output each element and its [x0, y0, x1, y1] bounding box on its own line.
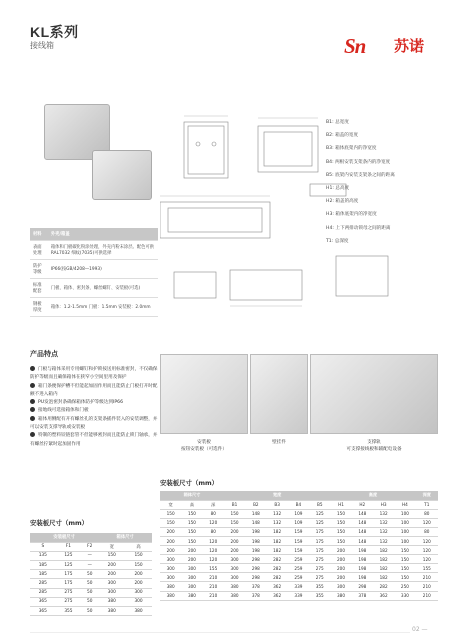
- table-cell: 80: [416, 509, 438, 518]
- table-cell: 150: [394, 564, 415, 573]
- mount-table-right: [160, 491, 438, 601]
- table-cell: 300: [224, 573, 245, 582]
- bullet-icon: [30, 432, 35, 437]
- table-cell: 80: [416, 527, 438, 536]
- table-cell: 148: [352, 509, 373, 518]
- table-cell: 80: [203, 527, 224, 536]
- table-cell: 159: [288, 546, 309, 555]
- table-cell: 200: [160, 527, 181, 536]
- table-cell: 198: [352, 573, 373, 582]
- table-cell: 155: [203, 564, 224, 573]
- table-cell: 148: [352, 518, 373, 527]
- table-cell: 182: [373, 564, 394, 573]
- table-cell: 100: [394, 518, 415, 527]
- table-row: [30, 561, 152, 570]
- table-cell: 198: [245, 546, 266, 555]
- table-cell: 300: [160, 564, 181, 573]
- table-cell: 125: [56, 551, 82, 560]
- wall-bracket-photo: [250, 354, 308, 434]
- table-cell: 300: [98, 579, 125, 588]
- table-cell: 210: [416, 591, 438, 600]
- table-cell: 300: [125, 597, 152, 606]
- spec-header-cell: 外壳/箱盖: [48, 228, 158, 241]
- table-cell: 182: [266, 546, 287, 555]
- table-cell: 200: [125, 579, 152, 588]
- table-cell: 300: [98, 588, 125, 597]
- table-cell: 150: [394, 555, 415, 564]
- table-cell: 355: [309, 591, 330, 600]
- table-row: [160, 582, 438, 591]
- table-cell: 380: [330, 591, 351, 600]
- features-title: 产品特点: [30, 350, 58, 358]
- legend-item: B3: 箱体底架内的净宽度: [326, 146, 377, 152]
- table-cell: 380: [181, 591, 202, 600]
- column-header: F2: [81, 542, 98, 551]
- legend-item: H3: 箱体底架内的净宽度: [326, 212, 377, 218]
- feature-text: 箱体用侧配有开有螺丝孔的支架条插件装入的安装调整，并可以安装支撑导轨或安装板: [30, 416, 158, 431]
- table-cell: 200: [224, 527, 245, 536]
- feature-item: [30, 366, 158, 383]
- spec-table: [30, 228, 158, 317]
- page-title: KL系列: [30, 24, 79, 40]
- page-number: 02 —: [412, 626, 428, 633]
- table-cell: 210: [416, 582, 438, 591]
- group-header-row: [30, 533, 152, 542]
- table-cell: 200: [181, 555, 202, 564]
- brand-mark: Sn: [344, 34, 366, 58]
- table-cell: 159: [288, 536, 309, 545]
- table-cell: 285: [30, 579, 56, 588]
- table-cell: 150: [160, 518, 181, 527]
- support-rail-caption: 支撑轨 可支撑接线板和辅配电设备: [346, 440, 402, 452]
- table-row: [30, 298, 158, 317]
- feature-item: [30, 407, 158, 415]
- legend-item: H4: 上下两排动锁母之间的距离: [326, 225, 391, 231]
- mounting-plate-photo: [160, 354, 248, 434]
- table-cell: 120: [416, 518, 438, 527]
- table-cell: 159: [288, 527, 309, 536]
- table-row: [30, 279, 158, 298]
- table-cell: 132: [373, 509, 394, 518]
- column-header: 高: [181, 500, 202, 509]
- product-photo-small: [92, 150, 152, 200]
- table-cell: 150: [330, 527, 351, 536]
- table-cell: 250: [394, 582, 415, 591]
- table-cell: 200: [330, 546, 351, 555]
- table-row: [160, 573, 438, 582]
- table-cell: 50: [81, 570, 98, 579]
- table-cell: 120: [203, 546, 224, 555]
- table-cell: 210: [203, 573, 224, 582]
- legend-item: B5: 底架内安装支架条之间的距离: [326, 172, 395, 178]
- column-header: B4: [288, 500, 309, 509]
- table-cell: 275: [56, 588, 82, 597]
- table-cell: 150: [160, 509, 181, 518]
- table-cell: 80: [203, 509, 224, 518]
- group-header: 安装板尺寸: [30, 533, 98, 542]
- table-row: [30, 551, 152, 560]
- table-cell: 198: [245, 536, 266, 545]
- feature-item: [30, 416, 158, 433]
- table-cell: 120: [203, 536, 224, 545]
- spec-table-header: [30, 228, 158, 241]
- table-cell: 200: [160, 536, 181, 545]
- table-row: [160, 536, 438, 545]
- table-cell: —: [81, 561, 98, 570]
- column-header: B1: [224, 500, 245, 509]
- table-cell: 150: [394, 573, 415, 582]
- mounting-plate-caption: 安装板 按钮安装板（可选件）: [181, 440, 227, 452]
- table-cell: 150: [330, 518, 351, 527]
- spec-value: 门板、箱体、密封条、螺丝螺钉、安装板(可选): [48, 279, 158, 298]
- spec-label: 表面处理: [30, 241, 48, 260]
- table-cell: 125: [309, 518, 330, 527]
- table-cell: 380: [98, 597, 125, 606]
- page-subtitle: 接线箱: [30, 41, 54, 50]
- table-row: [30, 607, 152, 616]
- table-cell: 298: [245, 555, 266, 564]
- table-cell: 378: [245, 582, 266, 591]
- table-cell: —: [81, 551, 98, 560]
- features-list: [30, 366, 158, 449]
- table-cell: 175: [309, 536, 330, 545]
- table-cell: 120: [203, 555, 224, 564]
- table-row: [30, 579, 152, 588]
- spec-label: 钢板厚度: [30, 298, 48, 317]
- table-row: [160, 546, 438, 555]
- table-cell: 355: [56, 607, 82, 616]
- feature-text: PU发泡密封条确保箱体防护等级达到IP66: [38, 400, 124, 406]
- table-cell: 282: [266, 573, 287, 582]
- table-cell: 378: [245, 591, 266, 600]
- feature-item: [30, 432, 158, 449]
- table-cell: 198: [352, 564, 373, 573]
- table-cell: 282: [266, 555, 287, 564]
- column-header: T1: [416, 500, 438, 509]
- table-cell: 175: [56, 570, 82, 579]
- group-header: 箱体尺寸: [98, 533, 152, 542]
- group-header: 高度: [330, 491, 415, 500]
- table-cell: 150: [394, 546, 415, 555]
- table-row: [30, 260, 158, 279]
- table-cell: 210: [203, 591, 224, 600]
- table-cell: 200: [181, 546, 202, 555]
- table-cell: 150: [125, 551, 152, 560]
- table-cell: 200: [330, 564, 351, 573]
- table-row: [160, 555, 438, 564]
- table-cell: 259: [288, 573, 309, 582]
- table-cell: 300: [160, 555, 181, 564]
- column-header: S: [30, 542, 56, 551]
- table-cell: 120: [416, 546, 438, 555]
- table-cell: 150: [330, 536, 351, 545]
- table-cell: 380: [160, 582, 181, 591]
- table-row: [30, 241, 158, 260]
- column-header: B2: [245, 500, 266, 509]
- table-cell: 298: [352, 582, 373, 591]
- table-cell: 275: [309, 555, 330, 564]
- support-rail-photo: [310, 354, 438, 434]
- table-cell: 125: [309, 509, 330, 518]
- table-cell: 259: [288, 564, 309, 573]
- spec-header-cell: 材料: [30, 228, 48, 241]
- table-cell: 150: [125, 561, 152, 570]
- brand-name: 苏诺: [394, 37, 425, 55]
- mount-table-left: [30, 533, 152, 616]
- table-cell: 282: [266, 564, 287, 573]
- table-cell: 339: [288, 582, 309, 591]
- table-cell: 200: [160, 546, 181, 555]
- mount-table-left-title: 安装板尺寸（mm）: [30, 519, 89, 527]
- table-cell: 132: [373, 536, 394, 545]
- table-row: [160, 591, 438, 600]
- table-cell: 200: [330, 555, 351, 564]
- footer-rule: [30, 632, 410, 633]
- table-cell: 300: [181, 582, 202, 591]
- feature-text: 门板与箱体采用专用螺钉和护锁按送用标准密封，不仅确保防护等级而且确保箱体在狭窄小空间里用及保护: [30, 367, 158, 381]
- column-header-row: [160, 500, 438, 509]
- table-cell: 300: [181, 564, 202, 573]
- table-cell: 100: [394, 509, 415, 518]
- table-cell: 148: [245, 518, 266, 527]
- table-cell: 148: [352, 536, 373, 545]
- table-cell: 150: [181, 518, 202, 527]
- table-cell: 150: [181, 509, 202, 518]
- legend-item: B4: 两根安装支架条内的净宽度: [326, 159, 391, 165]
- column-header: 深: [203, 500, 224, 509]
- column-header: 高: [125, 542, 152, 551]
- table-cell: 365: [30, 597, 56, 606]
- bullet-icon: [30, 383, 35, 388]
- spec-value: 箱体：1.2-1.5mm 门板：1.5mm 安装板：2.0mm: [48, 298, 158, 317]
- table-cell: 150: [224, 518, 245, 527]
- feature-item: [30, 383, 158, 400]
- table-cell: 132: [266, 518, 287, 527]
- table-cell: 300: [125, 588, 152, 597]
- table-cell: 198: [245, 527, 266, 536]
- column-header-row: [30, 542, 152, 551]
- table-cell: 380: [224, 582, 245, 591]
- table-cell: 210: [416, 573, 438, 582]
- group-header: 箱体尺寸: [160, 491, 224, 500]
- table-cell: 132: [373, 518, 394, 527]
- table-cell: 380: [224, 591, 245, 600]
- table-cell: 380: [125, 607, 152, 616]
- table-cell: 362: [266, 582, 287, 591]
- bullet-icon: [30, 366, 35, 371]
- table-cell: 182: [373, 546, 394, 555]
- table-cell: 300: [181, 573, 202, 582]
- table-cell: 125: [56, 561, 82, 570]
- legend-item: B1: 总宽度: [326, 120, 349, 125]
- column-header: H1: [330, 500, 351, 509]
- group-header-row: [160, 491, 438, 500]
- feature-item: [30, 399, 158, 407]
- table-cell: 175: [309, 546, 330, 555]
- column-header: H2: [352, 500, 373, 509]
- table-cell: 198: [352, 555, 373, 564]
- table-cell: 175: [56, 579, 82, 588]
- table-row: [30, 570, 152, 579]
- spec-label: 防护等级: [30, 260, 48, 279]
- table-cell: 275: [309, 564, 330, 573]
- table-cell: 378: [352, 591, 373, 600]
- table-cell: 300: [224, 564, 245, 573]
- table-cell: 200: [98, 561, 125, 570]
- table-cell: 155: [416, 564, 438, 573]
- group-header: 宽度: [224, 491, 330, 500]
- table-cell: 150: [181, 536, 202, 545]
- table-cell: 150: [98, 551, 125, 560]
- table-cell: 182: [266, 527, 287, 536]
- table-cell: 50: [81, 588, 98, 597]
- spec-value: 箱体和门板碳化粉涂处理，外壳内粉末涂层。配色可供RAL7032 细纹(7035)可供选择: [48, 241, 158, 260]
- table-cell: 50: [81, 597, 98, 606]
- table-cell: 109: [288, 509, 309, 518]
- table-cell: 339: [288, 591, 309, 600]
- group-header: 深度: [416, 491, 438, 500]
- technical-drawings: [160, 102, 460, 312]
- table-cell: 362: [266, 591, 287, 600]
- legend-item: H2: 箱盖的高度: [326, 199, 359, 205]
- column-header: H3: [373, 500, 394, 509]
- table-cell: 132: [266, 509, 287, 518]
- bullet-icon: [30, 407, 35, 412]
- table-cell: 50: [81, 579, 98, 588]
- legend-item: T1: 总深度: [326, 238, 349, 244]
- table-cell: 150: [224, 509, 245, 518]
- table-cell: 200: [330, 573, 351, 582]
- column-header: 宽: [160, 500, 181, 509]
- table-cell: 132: [373, 527, 394, 536]
- column-header: B5: [309, 500, 330, 509]
- feature-text: 接地线可选接箱体和门板: [38, 408, 89, 414]
- table-row: [30, 597, 152, 606]
- table-cell: 355: [309, 582, 330, 591]
- table-cell: 298: [245, 564, 266, 573]
- table-row: [30, 588, 152, 597]
- column-header: B3: [266, 500, 287, 509]
- table-row: [160, 564, 438, 573]
- table-cell: 182: [373, 573, 394, 582]
- table-cell: 185: [30, 561, 56, 570]
- bullet-icon: [30, 416, 35, 421]
- bullet-icon: [30, 399, 35, 404]
- spec-value: IP66(按GB/4208—1993): [48, 260, 158, 279]
- table-cell: 185: [30, 570, 56, 579]
- table-row: [160, 518, 438, 527]
- table-cell: 120: [416, 536, 438, 545]
- table-cell: 282: [373, 582, 394, 591]
- table-cell: 198: [352, 546, 373, 555]
- table-cell: 182: [266, 536, 287, 545]
- table-cell: 148: [352, 527, 373, 536]
- table-cell: 200: [98, 570, 125, 579]
- table-cell: 365: [30, 607, 56, 616]
- brand-logo: [344, 34, 439, 56]
- table-cell: 300: [160, 573, 181, 582]
- table-cell: 200: [224, 536, 245, 545]
- feature-text: 箱门条便保护槽不但能起加固作用而且能防止门板打开时配额不进入箱内: [30, 383, 158, 397]
- table-cell: 285: [30, 588, 56, 597]
- wall-bracket-caption: 壁挂件: [272, 440, 286, 445]
- table-cell: 300: [224, 555, 245, 564]
- column-header: 宽: [98, 542, 125, 551]
- spec-label: 标准配套: [30, 279, 48, 298]
- legend-item: B2: 箱盖的宽度: [326, 133, 359, 139]
- table-cell: 100: [394, 527, 415, 536]
- table-row: [160, 527, 438, 536]
- table-cell: 120: [203, 518, 224, 527]
- table-cell: 298: [245, 573, 266, 582]
- table-cell: 120: [416, 555, 438, 564]
- table-cell: 275: [56, 597, 82, 606]
- table-cell: 182: [373, 555, 394, 564]
- table-cell: 362: [373, 591, 394, 600]
- table-cell: 275: [309, 573, 330, 582]
- table-cell: 150: [330, 509, 351, 518]
- table-cell: 380: [160, 591, 181, 600]
- table-cell: 200: [224, 546, 245, 555]
- table-cell: 148: [245, 509, 266, 518]
- table-cell: 109: [288, 518, 309, 527]
- table-cell: 100: [394, 536, 415, 545]
- dimension-legend: [326, 116, 395, 248]
- table-cell: 50: [81, 607, 98, 616]
- legend-item: H1: 总高度: [326, 186, 350, 192]
- table-cell: 135: [30, 551, 56, 560]
- column-header: F1: [56, 542, 82, 551]
- table-cell: 380: [98, 607, 125, 616]
- table-cell: 210: [203, 582, 224, 591]
- table-cell: 150: [181, 527, 202, 536]
- table-cell: 300: [330, 582, 351, 591]
- column-header: H4: [394, 500, 415, 509]
- table-cell: 200: [125, 570, 152, 579]
- table-cell: 175: [309, 527, 330, 536]
- mount-table-right-title: 安装板尺寸（mm）: [160, 479, 219, 487]
- table-cell: 330: [394, 591, 415, 600]
- table-cell: 259: [288, 555, 309, 564]
- feature-text: 特制的塑料铰链套管不但能够密封而且能防止锁门轴承，并有螺丝拧紧时起加固作用: [30, 433, 158, 447]
- table-row: [160, 509, 438, 518]
